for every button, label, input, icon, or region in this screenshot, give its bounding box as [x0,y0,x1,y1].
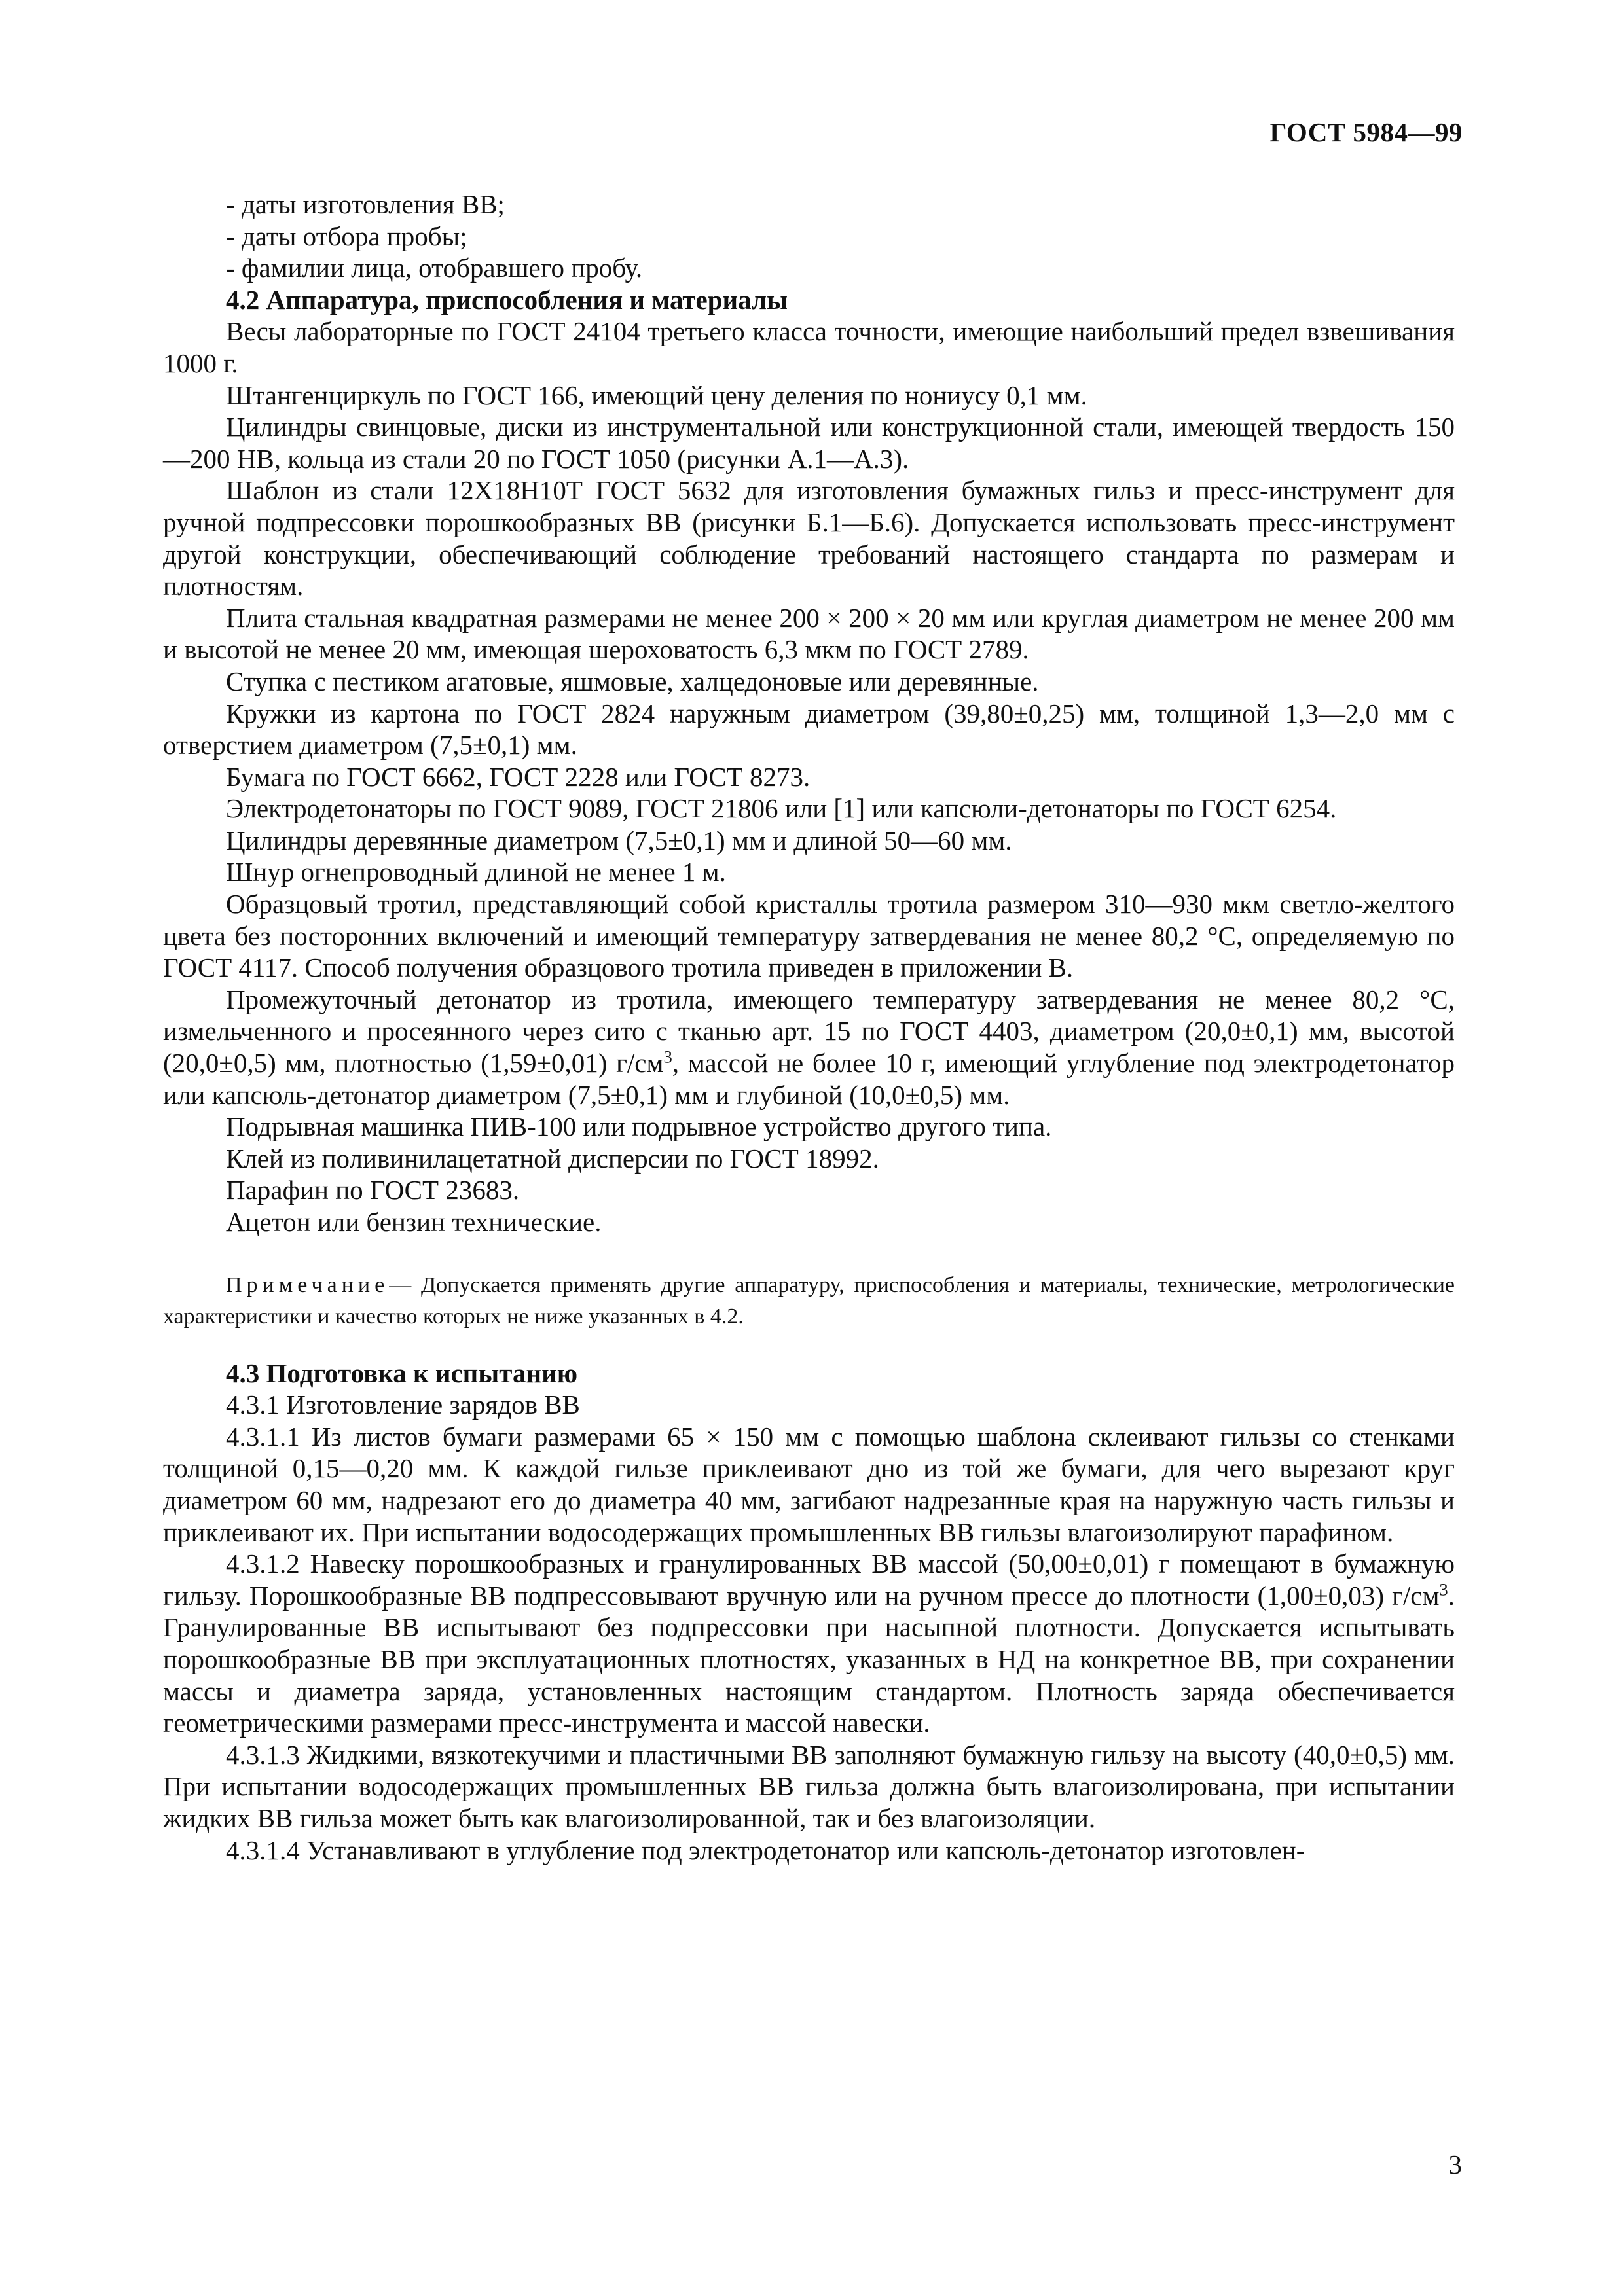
page-body [163,188,1455,1866]
paragraph: Клей из поливинилацетатной дисперсии по ГОСТ 18992. [226,1143,879,1174]
note-text: — Допускается применять другие аппаратуру, приспособления и материалы, технические, метрологические характеристики и качество которых не ниже указанных в 4.2. [163,1272,1455,1329]
paragraph: Электродетонаторы по ГОСТ 9089, ГОСТ 21806 или [1] или капсюли-детонаторы по ГОСТ 6254. [226,793,1337,824]
page-number: 3 [1448,2149,1462,2179]
document-header: ГОСТ 5984—99 [1269,117,1463,147]
paragraph: Ацетон или бензин технические. [226,1207,602,1237]
paragraph: Бумага по ГОСТ 6662, ГОСТ 2228 или ГОСТ 8273. [226,761,811,792]
paragraph: Подрывная машинка ПИВ-100 или подрывное устройство другого типа. [226,1111,1052,1142]
superscript: 3 [663,1047,672,1067]
list-item: - даты изготовления ВВ; [226,189,505,219]
paragraph: Ступка с пестиком агатовые, яшмовые, халцедоновые или деревянные. [226,666,1039,696]
section-title-4-2: 4.2 Аппаратура, приспособления и материалы [226,284,788,315]
paragraph: Цилиндры деревянные диаметром (7,5±0,1) мм и длиной 50—60 мм. [226,825,1012,855]
paragraph-4-3-1-1: 4.3.1.1 Из листов бумаги размерами 65 × 150 мм с помощью шаблона склеивают гильзы со стенками толщиной 0,15—0,20 мм. К каждой гильзе приклеивают дно из той же бумаги, для чего вырезают круг диаметром 60 мм, надрезают его до диаметра 40 мм, загибают надрезанные края на наружную часть гильзы и приклеивают их. При испытании водосодержащих промышленных ВВ гильзы влагоизолируют парафином. [163,1421,1455,1547]
paragraph-text: . Гранулированные ВВ испытывают без подпрессовки при насыпной плотности. Допускается испытывать порошкообразные ВВ при эксплуатационных плотностях, указанных в НД на конкретное ВВ, при сохранении массы и диаметра заряда, установленных настоящим стандартом. Плотность заряда обеспечивается геометрическими размерами пресс-инструмента и массой навески. [163,1580,1455,1738]
paragraph: Шаблон из стали 12Х18Н10Т ГОСТ 5632 для изготовления бумажных гильз и пресс-инструмент для ручной подпрессовки порошкообразных ВВ (рисунки Б.1—Б.6). Допускается использовать пресс-инструмент другой конструкции, обеспечивающий соблюдение требований настоящего стандарта по размерам и плотностям. [163,475,1455,601]
paragraph-4-3-1-3: 4.3.1.3 Жидкими, вязкотекучими и пластичными ВВ заполняют бумажную гильзу на высоту (40,0±0,5) мм. При испытании водосодержащих промышленных ВВ гильза должна быть влагоизолирована, при испытании жидких ВВ гильза может быть как влагоизолированной, так и без влагоизоляции. [163,1739,1455,1833]
paragraph-4-3-1-2 [163,1548,1455,1739]
paragraph: Парафин по ГОСТ 23683. [226,1175,520,1206]
paragraph-text: Промежуточный детонатор из тротила, имеющего температуру затвердевания не менее 80,2 °С, измельченного и просеянного через сито с тканью арт. 15 по ГОСТ 4403, диаметром (20,0±0,1) мм, высотой (20,0±0,5) мм, плотностью (1,59±0,01) г/см [163,984,1455,1079]
note [163,1270,1455,1333]
paragraph: Шнур огнепроводный длиной не менее 1 м. [226,857,726,888]
paragraph: Образцовый тротил, представляющий собой кристаллы тротила размером 310—930 мкм светло-желтого цвета без посторонних включений и имеющий температуру затвердевания не менее 80,2 °С, определяемую по ГОСТ 4117. Способ получения образцового тротила приведен в приложении В. [163,889,1455,983]
section-title-4-3: 4.3 Подготовка к испытанию [226,1357,578,1388]
paragraph-text: 4.3.1.2 Навеску порошкообразных и гранулированных ВВ массой (50,00±0,01) г помещают в бумажную гильзу. Порошкообразные ВВ подпрессовывают вручную или на ручном прессе до плотности (1,00±0,03) г/см [163,1549,1455,1611]
paragraph: Штангенциркуль по ГОСТ 166, имеющий цену деления по нониусу 0,1 мм. [226,380,1087,410]
list-item: - фамилии лица, отобравшего пробу. [226,253,643,283]
superscript: 3 [1439,1579,1448,1600]
subsection-title-4-3-1: 4.3.1 Изготовление зарядов ВВ [226,1390,580,1420]
list-item: - даты отбора пробы; [226,221,467,251]
paragraph-intermediate-detonator [163,984,1455,1111]
note-label: Примечание [226,1272,390,1297]
paragraph: Плита стальная квадратная размерами не менее 200 × 200 × 20 мм или круглая диаметром не менее 200 мм и высотой не менее 20 мм, имеющая шероховатость 6,3 мкм по ГОСТ 2789. [163,602,1455,665]
paragraph: Цилиндры свинцовые, диски из инструментальной или конструкционной стали, имеющей твердость 150—200 HB, кольца из стали 20 по ГОСТ 1050 (рисунки А.1—А.3). [163,412,1455,474]
paragraph-4-3-1-4: 4.3.1.4 Устанавливают в углубление под электродетонатор или капсюль-детонатор изготовлен- [226,1835,1305,1865]
paragraph-text: , массой не более 10 г, имеющий углубление под электродетонатор или капсюль-детонатор диаметром (7,5±0,1) мм и глубиной (10,0±0,5) мм. [163,1048,1455,1110]
paragraph: Весы лабораторные по ГОСТ 24104 третьего класса точности, имеющие наибольший предел взвешивания 1000 г. [163,316,1455,378]
paragraph: Кружки из картона по ГОСТ 2824 наружным диаметром (39,80±0,25) мм, толщиной 1,3—2,0 мм с отверстием диаметром (7,5±0,1) мм. [163,698,1455,761]
